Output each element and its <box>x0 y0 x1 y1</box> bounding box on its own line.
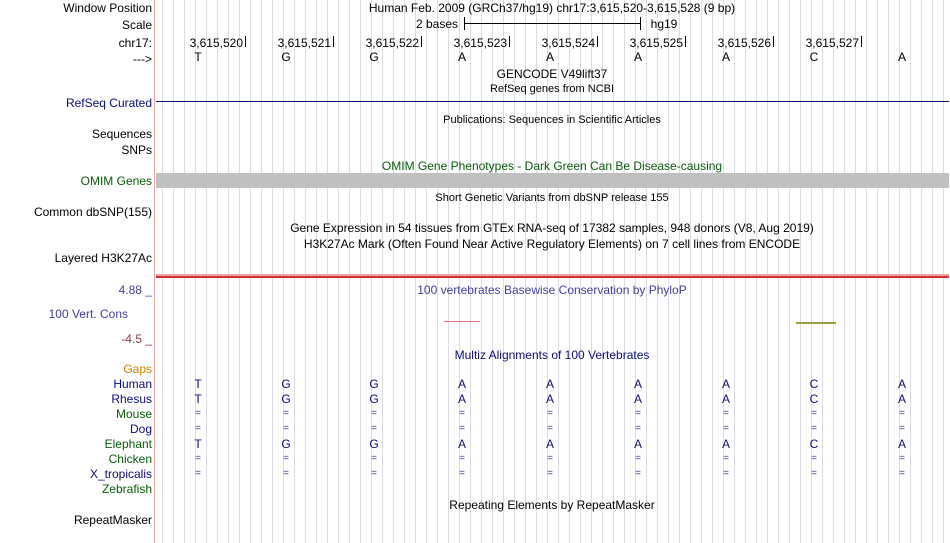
guide-line <box>789 0 790 543</box>
species-label[interactable]: X_tropicalis <box>89 467 152 481</box>
alignment-base: = <box>899 423 905 434</box>
guide-line <box>294 0 295 543</box>
window-position-value: Human Feb. 2009 (GRCh37/hg19) chr17:3,615,520-3,615,528 (9 bp) <box>368 1 736 15</box>
scale-value: 2 bases <box>415 17 459 31</box>
sequences-label[interactable]: Sequences <box>91 127 152 141</box>
alignment-base: G <box>369 377 379 391</box>
omim-track-title[interactable]: OMIM Gene Phenotypes - Dark Green Can Be Disease-causing <box>381 159 723 173</box>
position-tick <box>245 36 246 47</box>
alignment-base: G <box>369 437 379 451</box>
guide-line <box>327 0 328 543</box>
alignment-base: A <box>721 437 730 451</box>
position-label: 3,615,526 <box>717 36 771 50</box>
guide-line <box>470 0 471 543</box>
guide-line <box>800 0 801 543</box>
phylop-track-title[interactable]: 100 vertebrates Basewise Conservation by PhyloP <box>417 283 687 297</box>
species-label[interactable]: Mouse <box>115 407 152 421</box>
species-label[interactable]: Human <box>113 377 152 391</box>
gencode-track-title[interactable]: GENCODE V49lift37 <box>496 67 608 81</box>
base-letter: A <box>633 50 642 64</box>
guide-line <box>668 0 669 543</box>
alignment-base: = <box>283 468 289 479</box>
guide-line <box>932 0 933 543</box>
guide-line <box>316 0 317 543</box>
position-label: 3,615,523 <box>453 36 507 50</box>
scale-bar-left-end <box>464 17 465 30</box>
position-tick <box>773 36 774 47</box>
guide-line <box>866 0 867 543</box>
phylop-max-value: 4.88 _ <box>118 283 152 297</box>
position-label: 3,615,527 <box>805 36 859 50</box>
window-position-label: Window Position <box>63 1 152 15</box>
multiz-track-title[interactable]: Multiz Alignments of 100 Vertebrates <box>454 348 650 362</box>
position-tick <box>333 36 334 47</box>
guide-line <box>338 0 339 543</box>
base-letter: A <box>545 50 554 64</box>
guide-line <box>679 0 680 543</box>
scale-label: Scale <box>121 18 152 32</box>
alignment-base: = <box>635 423 641 434</box>
species-label[interactable]: Zebrafish <box>101 482 152 496</box>
alignment-base: G <box>369 392 379 406</box>
species-label[interactable]: Dog <box>129 422 152 436</box>
h3k27ac-signal-bar[interactable] <box>156 276 949 278</box>
alignment-base: A <box>633 377 642 391</box>
position-tick <box>597 36 598 47</box>
gtex-track-title[interactable]: Gene Expression in 54 tissues from GTEx RNA-seq of 17382 samples, 948 donors (V8, Aug 2019) <box>290 221 814 235</box>
guide-line <box>701 0 702 543</box>
alignment-base: = <box>283 453 289 464</box>
scale-db: hg19 <box>650 17 678 31</box>
guide-line <box>756 0 757 543</box>
alignment-base: T <box>194 437 202 451</box>
guide-line <box>624 0 625 543</box>
guide-line <box>393 0 394 543</box>
position-label: 3,615,521 <box>277 36 331 50</box>
base-letter: C <box>809 50 819 64</box>
alignment-base: = <box>283 408 289 419</box>
phylop-negative-mark <box>444 321 480 322</box>
alignment-base: = <box>811 408 817 419</box>
alignment-base: T <box>194 377 202 391</box>
guide-line <box>173 0 174 543</box>
guide-line <box>778 0 779 543</box>
guide-line <box>250 0 251 543</box>
refseq-track-subtitle: RefSeq genes from NCBI <box>489 83 615 95</box>
guide-line <box>272 0 273 543</box>
repeatmasker-label[interactable]: RepeatMasker <box>73 513 152 527</box>
base-letter: A <box>897 50 906 64</box>
alignment-base: = <box>723 468 729 479</box>
alignment-base: = <box>547 408 553 419</box>
guide-line <box>349 0 350 543</box>
alignment-base: = <box>371 468 377 479</box>
guide-line <box>844 0 845 543</box>
repeatmasker-track-title[interactable]: Repeating Elements by RepeatMasker <box>449 498 655 512</box>
guide-line <box>877 0 878 543</box>
alignment-base: G <box>281 377 291 391</box>
guide-line <box>448 0 449 543</box>
guide-line <box>437 0 438 543</box>
base-letter: A <box>457 50 466 64</box>
alignment-base: = <box>195 453 201 464</box>
base-letter: A <box>721 50 730 64</box>
guide-line <box>217 0 218 543</box>
scale-bar-right-end <box>640 17 641 30</box>
alignment-base: A <box>897 392 906 406</box>
guide-line <box>206 0 207 543</box>
guide-line <box>712 0 713 543</box>
alignment-base: A <box>721 377 730 391</box>
alignment-base: = <box>723 423 729 434</box>
alignment-base: = <box>195 408 201 419</box>
chrom-label: chr17: <box>118 36 152 50</box>
guide-line <box>690 0 691 543</box>
guide-line <box>426 0 427 543</box>
guide-line <box>767 0 768 543</box>
alignment-base: = <box>459 453 465 464</box>
alignment-base: = <box>635 408 641 419</box>
alignment-base: = <box>459 468 465 479</box>
alignment-base: = <box>195 423 201 434</box>
guide-line <box>921 0 922 543</box>
position-tick <box>685 36 686 47</box>
alignment-base: = <box>899 453 905 464</box>
alignment-base: = <box>635 453 641 464</box>
position-label: 3,615,524 <box>541 36 595 50</box>
common-dbsnp-label[interactable]: Common dbSNP(155) <box>33 205 152 219</box>
position-tick <box>861 36 862 47</box>
guide-line <box>657 0 658 543</box>
guide-line <box>305 0 306 543</box>
alignment-base: A <box>897 377 906 391</box>
alignment-base: A <box>545 377 554 391</box>
position-label: 3,615,525 <box>629 36 683 50</box>
publications-track-title[interactable]: Publications: Sequences in Scientific Articles <box>443 114 661 126</box>
position-tick <box>509 36 510 47</box>
base-letter: G <box>281 50 291 64</box>
scale-bar <box>464 23 640 24</box>
alignment-base: A <box>721 392 730 406</box>
guide-line <box>833 0 834 543</box>
guide-line <box>184 0 185 543</box>
alignment-base: = <box>371 408 377 419</box>
alignment-base: A <box>633 437 642 451</box>
guide-line <box>162 0 163 543</box>
guide-line <box>822 0 823 543</box>
omim-bar[interactable] <box>156 173 949 188</box>
vert-cons-label[interactable]: 100 Vert. Cons <box>48 307 128 321</box>
alignment-base: = <box>195 468 201 479</box>
guide-line <box>382 0 383 543</box>
alignment-base: = <box>811 423 817 434</box>
alignment-base: = <box>899 468 905 479</box>
refseq-curated-label[interactable]: RefSeq Curated <box>65 96 152 110</box>
alignment-base: = <box>811 453 817 464</box>
species-label[interactable]: Elephant <box>104 437 152 451</box>
guide-line <box>910 0 911 543</box>
omim-genes-label[interactable]: OMIM Genes <box>80 174 152 188</box>
alignment-base: = <box>899 408 905 419</box>
alignment-base: = <box>723 453 729 464</box>
alignment-base: T <box>194 392 202 406</box>
alignment-base: = <box>283 423 289 434</box>
guide-line <box>360 0 361 543</box>
guide-line <box>415 0 416 543</box>
guide-line <box>943 0 944 543</box>
alignment-base: G <box>281 392 291 406</box>
alignment-base: A <box>545 437 554 451</box>
guide-line <box>888 0 889 543</box>
guide-line <box>239 0 240 543</box>
species-label[interactable]: Chicken <box>108 452 152 466</box>
h3k27ac-track-title[interactable]: H3K27Ac Mark (Often Found Near Active Regulatory Elements) on 7 cell lines from ENCODE <box>303 237 801 251</box>
alignment-base: = <box>811 468 817 479</box>
alignment-base: A <box>457 377 466 391</box>
alignment-base: = <box>371 453 377 464</box>
base-letter: G <box>369 50 379 64</box>
phylop-positive-mark <box>796 322 836 324</box>
alignment-base: C <box>809 377 819 391</box>
gaps-label[interactable]: Gaps <box>123 362 152 376</box>
refseq-gene-line[interactable] <box>156 101 949 102</box>
alignment-base: = <box>547 453 553 464</box>
guide-line <box>228 0 229 543</box>
guide-line <box>404 0 405 543</box>
alignment-base: = <box>459 408 465 419</box>
alignment-base: = <box>547 423 553 434</box>
guide-line <box>646 0 647 543</box>
snps-label[interactable]: SNPs <box>121 143 152 157</box>
alignment-base: A <box>545 392 554 406</box>
alignment-base: G <box>281 437 291 451</box>
alignment-base: = <box>723 408 729 419</box>
strand-label: ---> <box>133 52 152 66</box>
alignment-base: C <box>809 392 819 406</box>
alignment-base: = <box>459 423 465 434</box>
species-label[interactable]: Rhesus <box>111 392 152 406</box>
position-tick <box>421 36 422 47</box>
alignment-base: = <box>547 468 553 479</box>
guide-line <box>855 0 856 543</box>
guide-line <box>481 0 482 543</box>
alignment-base: A <box>457 392 466 406</box>
guide-line <box>261 0 262 543</box>
alignment-base: = <box>371 423 377 434</box>
alignment-base: A <box>457 437 466 451</box>
phylop-min-value: -4.5 _ <box>121 332 152 346</box>
alignment-base: C <box>809 437 819 451</box>
position-label: 3,615,522 <box>365 36 419 50</box>
base-letter: T <box>194 50 202 64</box>
alignment-base: A <box>633 392 642 406</box>
alignment-base: A <box>897 437 906 451</box>
position-label: 3,615,520 <box>189 36 243 50</box>
layered-h3k27ac-label[interactable]: Layered H3K27Ac <box>54 251 152 265</box>
guide-line <box>745 0 746 543</box>
guide-line <box>734 0 735 543</box>
dbsnp-track-title[interactable]: Short Genetic Variants from dbSNP release 155 <box>435 192 669 204</box>
alignment-base: = <box>635 468 641 479</box>
label-separator <box>154 0 155 543</box>
